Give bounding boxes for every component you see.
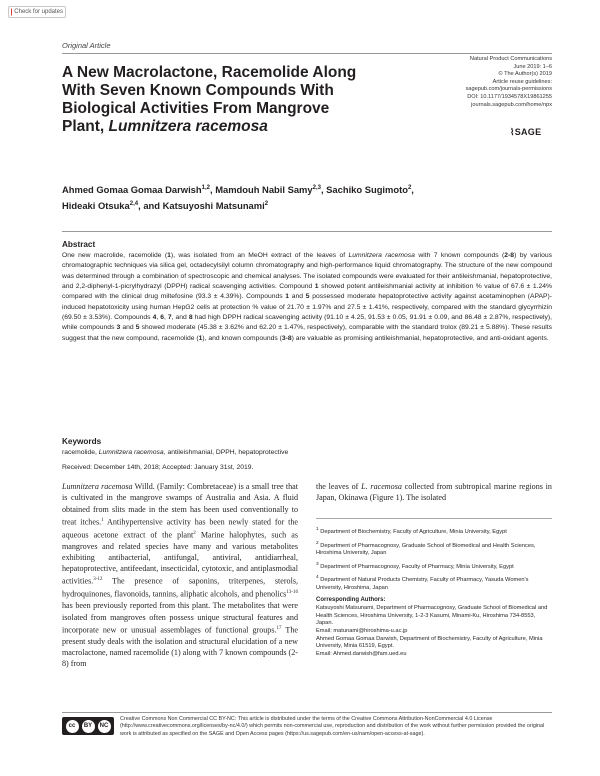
- journal-copyright: © The Author(s) 2019: [498, 71, 552, 78]
- check-for-updates-badge[interactable]: [8, 6, 66, 18]
- author-name: Ahmed Gomaa Gomaa Darwish: [62, 184, 202, 196]
- corresponding-email[interactable]: Email: matunami@hiroshima-u.ac.jp: [316, 628, 408, 635]
- corresponding-email[interactable]: Email: Ahmed.darwish@fam.ued.eu: [316, 651, 407, 658]
- journal-issue: June 2019: 1–6: [513, 63, 552, 70]
- nc-icon: NC: [98, 720, 111, 733]
- license-text: Creative Commons Non Commercial CC BY-NC: This article is distributed under the terms of the Creative Commons Attribution-NonCommercial 4.0 License (http://www.creativecommons.org/licenses/by-nc/4.0/) which permits non-commercial use, reproduction and distribution of the work without further permission provided the original work is attributed as specified on the SAGE and Open Access pages (https://us.sagepub.com/en-us/nam/open-access-at-sage).: [120, 716, 545, 737]
- check-updates-label: Check for updates: [14, 9, 63, 15]
- article-title: [62, 64, 442, 136]
- body-column-left: Lumnitzera racemosa Willd. (Family: Combretaceae) is a small tree that is cultivated in the mangrove swamps of Australia and Asia. A fluid obtained from slits made in the stem has been used conventionally to treat itches.$^1$ Antihypertensive activity has been newly stated for the aqueous acetone extract of the plant$^2$ Marine halophytes, such as mangroves and related species have many and various metabolites exhibiting antibacterial, antifungal, antiviral, antidiarrheal, hepatoprotective, antifeedant, insecticidal, cytotoxic, and antiplasmodial activities.$^{3-12}$ The presence of saponins, triterpenes, sterols, hydroquinones, flavonoids, tannins, aliphatic alcohols, and phenolics$^{13-16}$ has been previously reported from this plant. The metabolites that were isolated from mangroves often possess unique structural features and incorporate new or unusual assemblages of functional groups.$^{17}$ The present study deals with the isolation and structural elucidation of a new macrolactone, named racemolide (1) along with 7 known compounds (2-8) from: [62, 482, 298, 669]
- keywords-heading: Keywords: [62, 437, 102, 446]
- author-name: Hideaki Otsuka: [62, 200, 130, 212]
- corresponding-author: Ahmed Gomaa Gomaa Darwish, Department of Biochemistry, Faculty of Agriculture, Minia University, Minia 61519, Egypt.: [316, 635, 543, 650]
- corresponding-author: Katsuyoshi Matsunami, Department of Pharmacognosy, Graduate School of Biomedical and Health Sciences, Hiroshima University, 1-2-3 Kasumi, Minami-Ku, Hiroshima 734-8553, Japan.: [316, 605, 548, 627]
- journal-doi[interactable]: DOI: 10.1177/1934578X19861255: [467, 93, 552, 100]
- divider: [62, 53, 552, 54]
- author-name: Katsuyoshi Matsunami: [162, 200, 265, 212]
- citation-link[interactable]: 17: [276, 625, 282, 631]
- affiliation-item: $^1$ Department of Biochemistry, Faculty of Agriculture, Minia University, Egypt: [316, 527, 507, 535]
- check-updates-icon: [11, 8, 12, 16]
- abstract-heading: Abstract: [62, 240, 96, 249]
- article-type: Original Article: [62, 41, 111, 50]
- title-line: With Seven Known Compounds With: [62, 82, 334, 99]
- author-name: Mamdouh Nabil Samy: [215, 184, 313, 196]
- abstract-text: One new macrolide, racemolide (1), was isolated from an MeOH extract of the leaves of Lumnitzera racemosa with 7 known compounds (2-8) by various chromatographic techniques via silica gel, octadecylsilyl column chromatography and high-performance liquid chromatography. The structure of the new compound was determined through a combination of spectroscopic and chemical analyses. The isolated compounds were evaluated for their antileishmanial, hepatoprotective, and 2,2-diphenyl-1-picrylhydrazyl (DPPH) radical scavenging activities. Compound 1 showed potent antileishmanial activity at inhibition % value of 67.6 ± 1.24% compared with the clinical drug miltefosine (93.3 ± 4.39%). Compounds 1 and 5 possessed moderate hepatoprotective activity against acetaminophen (APAP)-induced hepatotoxicity using human HepG2 cells at protection % value of 21.70 ± 1.97% and 27.5 ± 1.41%, respectively, compared with the standard glycyrrhizin (69.50 ± 3.53%). Compounds 4, 6, 7, and 8 had high DPPH radical scavenging activity (91.10 ± 4.25, 91.53 ± 0.05, 91.91 ± 0.09, and 86.48 ± 2.87%, respectively), while compounds 3 and 5 showed moderate (45.38 ± 3.62% and 62.20 ± 1.47%, respectively), comparable with the standard trolox (89.21 ± 5.88%). These results suggest that the new compound, racemolide (1), and known compounds (3-8) are valuable as promising antileishmanial, hepatoprotective, and anti-oxidant agents.: [62, 252, 552, 342]
- divider: [62, 231, 552, 232]
- body-column-right: the leaves of L. racemosa collected from subtropical marine regions in Japan, Okinawa (Figure 1). The isolated: [316, 482, 552, 503]
- journal-home-link[interactable]: journals.sagepub.com/home/npx: [471, 101, 552, 108]
- author-name: Sachiko Sugimoto: [326, 184, 408, 196]
- journal-guidelines: Article reuse guidelines:: [492, 78, 552, 85]
- citation-link[interactable]: 1: [101, 517, 104, 523]
- title-line: [62, 118, 442, 136]
- affiliation-divider: [316, 518, 552, 519]
- citation-link[interactable]: 13-16: [286, 590, 298, 596]
- author-affil: 1,2: [201, 185, 210, 191]
- author-affil: 2,3: [312, 185, 321, 191]
- sage-logo: ⌇SAGE: [510, 127, 542, 137]
- journal-info: [448, 56, 552, 109]
- affiliation-item: $^2$ Department of Pharmacognosy, Graduate School of Biomedical and Health Sciences, Hiroshima University, Japan: [316, 540, 536, 557]
- creative-commons-icon: [62, 717, 114, 735]
- citation-link[interactable]: 2: [193, 530, 196, 536]
- corresponding-heading: Corresponding Authors:: [316, 596, 386, 603]
- author-affil: 2,4: [129, 201, 139, 208]
- author-affil: 2: [407, 185, 412, 191]
- title-text: Plant,: [62, 118, 109, 135]
- journal-permissions-link[interactable]: sagepub.com/journals-permissions: [465, 86, 552, 93]
- author-conjunction: and: [143, 200, 163, 212]
- affiliation-item: $^4$ Department of Natural Products Chemistry, Faculty of Pharmacy, Yasuda Women's University, Hiroshima, Japan: [316, 575, 529, 591]
- title-species: Lumnitzera racemosa: [108, 118, 268, 135]
- divider: [62, 712, 552, 713]
- journal-name: Natural Product Communications: [469, 56, 552, 62]
- cc-icon: cc: [66, 720, 79, 733]
- affiliations: [316, 526, 552, 659]
- author-list: Ahmed Gomaa Gomaa Darwish$^{1,2}$, Mamdouh Nabil Samy$^{2,3}$, Sachiko Sugimoto$^2$, Hideaki Otsuka$^{2,4}$, and Katsuyoshi Matsunami$^2$: [62, 184, 414, 212]
- publisher-name: SAGE: [514, 127, 542, 137]
- author-affil: 2: [264, 201, 269, 208]
- affiliation-item: $^3$ Department of Pharmacognosy, Faculty of Pharmacy, Minia University, Egypt: [316, 561, 514, 570]
- title-line: Biological Activities From Mangrove: [62, 100, 330, 117]
- keywords-text: racemolide, Lumnitzera racemosa, antileishmanial, DPPH, hepatoprotective: [62, 449, 289, 456]
- received-dates: Received: December 14th, 2018; Accepted: January 31st, 2019.: [62, 464, 254, 471]
- citation-link[interactable]: 3-12: [93, 577, 103, 583]
- by-icon: BY: [82, 720, 95, 733]
- title-line: A New Macrolactone, Racemolide Along: [62, 64, 357, 81]
